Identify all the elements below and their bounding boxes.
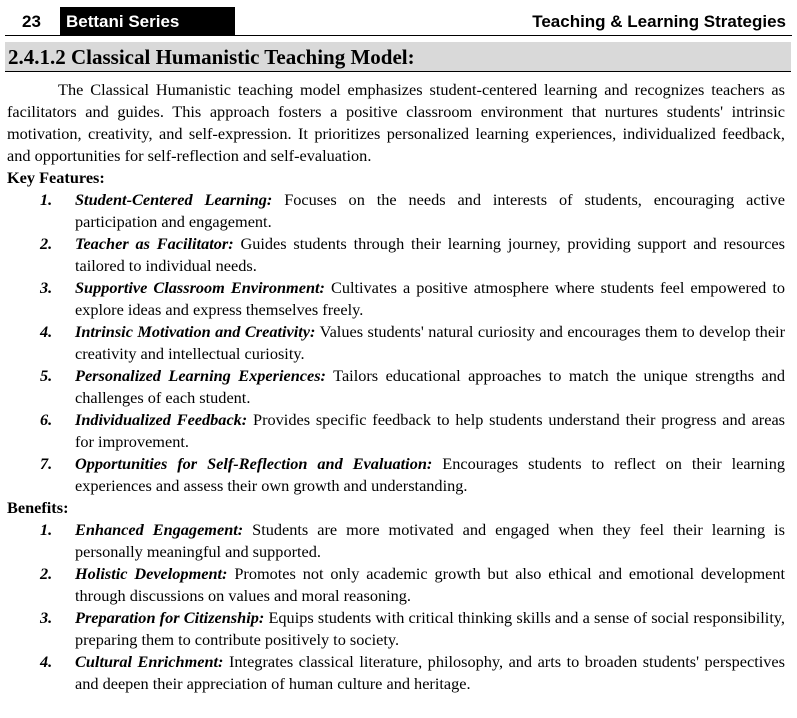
item-text: Cultivates a positive atmosphere where students feel empowered to explore ideas and express themselves freely. <box>75 278 785 319</box>
list-item <box>7 453 785 497</box>
list-item <box>7 519 785 563</box>
item-term: Student-Centered Learning: <box>75 190 273 209</box>
item-term: Enhanced Engagement: <box>75 520 244 539</box>
item-text: Promotes not only academic growth but also ethical and emotional development through discussions on values and moral reasoning. <box>75 564 785 605</box>
list-item <box>7 365 785 409</box>
list-item <box>7 233 785 277</box>
list-item <box>7 409 785 453</box>
item-number: 4. <box>40 322 53 341</box>
item-term: Teacher as Facilitator: <box>75 234 234 253</box>
item-text: Students are more motivated and engaged when they feel their learning is personally meaningful and supported. <box>75 520 785 561</box>
section-title: 2.4.1.2 Classical Humanistic Teaching Model: <box>5 42 791 72</box>
list-item <box>7 563 785 607</box>
item-text: Equips students with critical thinking skills and a sense of social responsibility, preparing them to contribute positively to society. <box>75 608 785 649</box>
page-number: 23 <box>22 12 41 31</box>
item-text: Integrates classical literature, philosophy, and arts to broaden students' perspectives and deepen their appreciation of human culture and heritage. <box>75 652 785 693</box>
list-item <box>7 189 785 233</box>
header-divider <box>5 35 792 36</box>
item-term: Personalized Learning Experiences: <box>75 366 326 385</box>
page-body <box>7 79 785 695</box>
benefits-heading: Benefits: <box>7 498 69 517</box>
key-features-list <box>7 189 785 497</box>
benefits-list <box>7 519 785 695</box>
item-term: Holistic Development: <box>75 564 228 583</box>
item-number: 3. <box>40 608 53 627</box>
item-term: Preparation for Citizenship: <box>75 608 265 627</box>
page-header <box>5 7 792 36</box>
item-term: Cultural Enrichment: <box>75 652 224 671</box>
item-text: Values students' natural curiosity and encourages them to develop their creativity and intellectual curiosity. <box>75 322 785 363</box>
intro-paragraph: The Classical Humanistic teaching model emphasizes student-centered learning and recognizes teachers as facilitators and guides. This approach fosters a positive classroom environment that nurtures students' intrinsic motivation, creativity, and self-expression. It prioritizes personalized learning experiences, individualized feedback, and opportunities for self-reflection and self-evaluation. <box>7 80 785 165</box>
item-number: 1. <box>40 520 53 539</box>
list-item <box>7 321 785 365</box>
item-text: Focuses on the needs and interests of students, encouraging active participation and engagement. <box>75 190 785 231</box>
item-term: Supportive Classroom Environment: <box>75 278 325 297</box>
item-number: 3. <box>40 278 53 297</box>
list-item <box>7 651 785 695</box>
item-number: 1. <box>40 190 53 209</box>
item-number: 4. <box>40 652 53 671</box>
item-number: 5. <box>40 366 53 385</box>
item-number: 2. <box>40 234 53 253</box>
series-label: Bettani Series <box>60 7 235 36</box>
list-item <box>7 607 785 651</box>
key-features-heading: Key Features: <box>7 168 105 187</box>
item-number: 7. <box>40 454 53 473</box>
item-number: 6. <box>40 410 53 429</box>
item-number: 2. <box>40 564 53 583</box>
item-text: Guides students through their learning journey, providing support and resources tailored to individual needs. <box>75 234 785 275</box>
item-text: Tailors educational approaches to match the unique strengths and challenges of each student. <box>75 366 785 407</box>
item-term: Individualized Feedback: <box>75 410 248 429</box>
running-title: Teaching & Learning Strategies <box>532 12 786 31</box>
item-text: Encourages students to reflect on their learning experiences and assess their own growth and understanding. <box>75 454 785 495</box>
item-term: Intrinsic Motivation and Creativity: <box>75 322 316 341</box>
list-item <box>7 277 785 321</box>
item-text: Provides specific feedback to help students understand their progress and areas for improvement. <box>75 410 786 451</box>
item-term: Opportunities for Self-Reflection and Evaluation: <box>75 454 433 473</box>
